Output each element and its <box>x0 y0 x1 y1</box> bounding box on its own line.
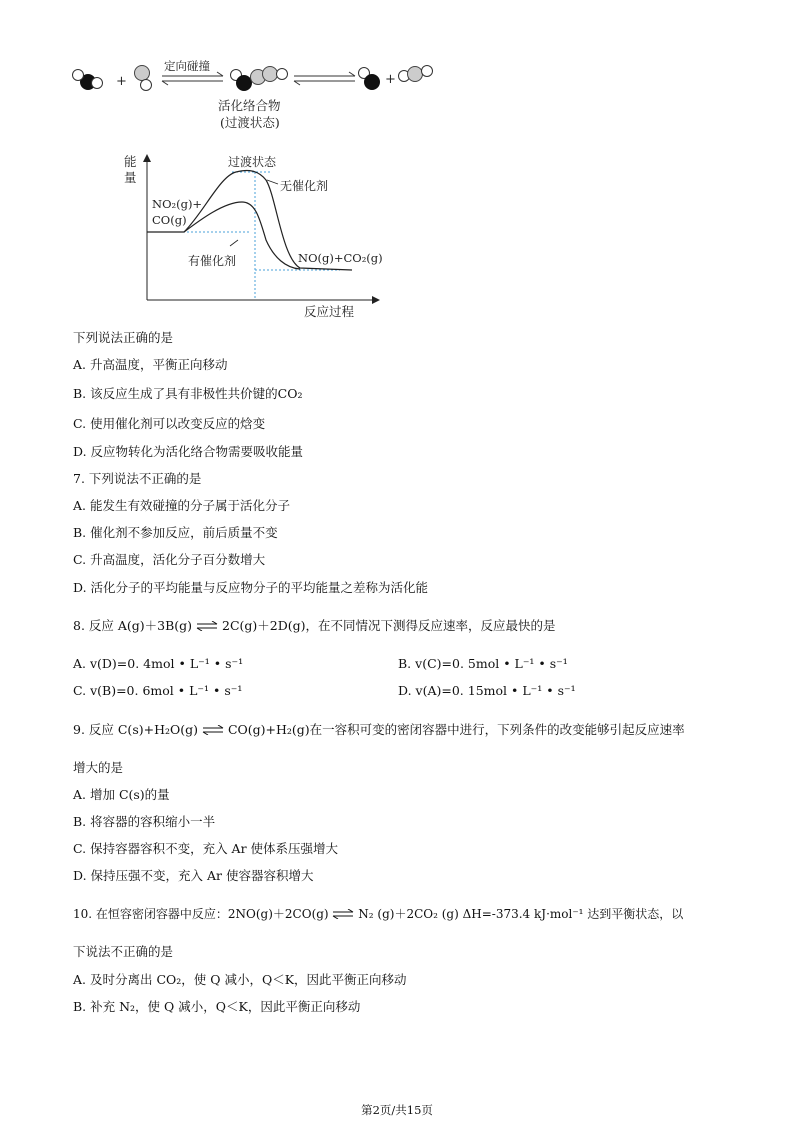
q8-option-a: A. v(D)=0. 4mol • L⁻¹ • s⁻¹ <box>73 656 244 671</box>
q8-option-c: C. v(B)=0. 6mol • L⁻¹ • s⁻¹ <box>73 683 243 698</box>
atom-black <box>237 76 252 91</box>
products-label: NO(g)+CO₂(g) <box>298 251 383 265</box>
reactants-label: NO₂(g)+ <box>152 197 203 211</box>
q9-stem-pre: 9. 反应 C(s)+H₂O(g) <box>73 722 198 737</box>
q9-option-b: B. 将容器的容积缩小一半 <box>73 814 216 829</box>
q9-option-c: C. 保持容器容积不变，充入 Ar 使体系压强增大 <box>73 841 339 856</box>
q9-option-a: A. 增加 C(s)的量 <box>73 787 170 802</box>
q6-option-b: B. 该反应生成了具有非极性共价键的CO₂ <box>73 386 303 401</box>
no-catalyst-label: 无催化剂 <box>280 179 329 193</box>
complex-label: 活化络合物 <box>218 98 281 113</box>
energy-diagram <box>120 150 400 326</box>
q6-option-a: A. 升高温度，平衡正向移动 <box>73 357 228 372</box>
q10-stem-pre: 10. 在恒容密闭容器中反应：2NO(g)＋2CO(g) <box>73 907 329 921</box>
atom-black <box>365 75 380 90</box>
collision-arrow-label: 定向碰撞 <box>164 59 210 73</box>
q7-option-a: A. 能发生有效碰撞的分子属于活化分子 <box>73 498 290 513</box>
reactants-label: CO(g) <box>152 213 187 227</box>
q9-stem-line2: 增大的是 <box>73 760 124 775</box>
q10-option-b: B. 补充 N₂，使 Q 减小，Q＜K，因此平衡正向移动 <box>73 999 361 1014</box>
collision-diagram <box>60 56 460 136</box>
atom-grey <box>263 67 278 82</box>
page-number: 第2页/共15页 <box>361 1103 433 1117</box>
equilibrium-arrow-icon <box>196 621 218 631</box>
q7-option-b: B. 催化剂不参加反应，前后质量不变 <box>73 525 278 540</box>
atom-white <box>92 78 103 89</box>
q8-stem-post: 2C(g)＋2D(g)，在不同情况下测得反应速率，反应最快的是 <box>222 618 556 633</box>
q6-option-c: C. 使用催化剂可以改变反应的焓变 <box>73 416 266 431</box>
q10-stem-post: N₂ (g)＋2CO₂ (g) ΔH=-373.4 kJ·mol⁻¹ 达到平衡状态，以 <box>358 907 684 921</box>
atom-white <box>141 80 152 91</box>
q8-stem-pre: 8. 反应 A(g)＋3B(g) <box>73 618 193 633</box>
q9-option-d: D. 保持压强不变，充入 Ar 使容器容积增大 <box>73 868 314 883</box>
q6-option-d: D. 反应物转化为活化络合物需要吸收能量 <box>73 444 304 459</box>
equilibrium-arrow-icon <box>202 725 224 735</box>
q7-option-d: D. 活化分子的平均能量与反应物分子的平均能量之差称为活化能 <box>73 580 429 595</box>
atom-white <box>73 70 84 81</box>
q9-stem-post: CO(g)+H₂(g)在一容积可变的密闭容器中进行，下列条件的改变能够引起反应速率 <box>227 722 685 737</box>
plus-sign: + <box>385 72 396 87</box>
q7-stem: 7. 下列说法不正确的是 <box>73 471 202 486</box>
q8-option-b: B. v(C)=0. 5mol • L⁻¹ • s⁻¹ <box>398 656 568 671</box>
q10-stem-line2: 下说法不正确的是 <box>73 944 174 959</box>
x-axis-label: 反应过程 <box>304 304 355 319</box>
complex-sublabel: (过渡状态) <box>220 115 280 130</box>
atom-white <box>422 66 433 77</box>
q10-option-a: A. 及时分离出 CO₂，使 Q 减小，Q＜K，因此平衡正向移动 <box>73 972 407 987</box>
catalyst-label: 有催化剂 <box>188 254 237 268</box>
q10-stem <box>73 906 683 922</box>
atom-grey <box>135 66 150 81</box>
atom-grey <box>408 67 423 82</box>
q6-stem: 下列说法正确的是 <box>73 330 174 345</box>
q7-option-c: C. 升高温度，活化分子百分数增大 <box>73 552 266 567</box>
transition-state-label: 过渡状态 <box>228 155 277 169</box>
q8-option-d: D. v(A)=0. 15mol • L⁻¹ • s⁻¹ <box>398 683 576 698</box>
q8-stem <box>73 618 556 634</box>
y-axis-label: 量 <box>124 170 137 185</box>
q9-stem <box>73 722 685 738</box>
atom-white <box>277 69 288 80</box>
plus-sign: + <box>116 74 127 89</box>
y-axis-label: 能 <box>124 154 137 169</box>
equilibrium-arrow-icon <box>332 909 354 919</box>
